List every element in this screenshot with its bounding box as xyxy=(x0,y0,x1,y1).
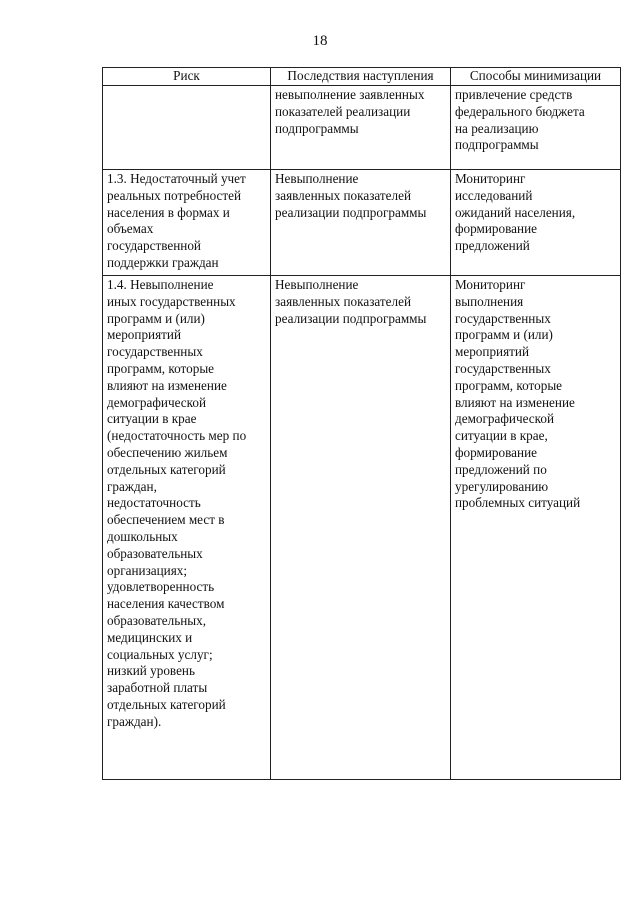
mitigation-text: Мониторинг выполнения государственных программ и (или) мероприятий государственных программ, которые влияют на изменение демографической ситуации в крае, формирование предложений по урегулированию проблемных ситуаций xyxy=(455,277,581,511)
risk-cell xyxy=(103,170,271,276)
mitigation-cell xyxy=(451,86,621,170)
page-number: 18 xyxy=(312,33,328,49)
consequence-cell xyxy=(271,170,451,276)
risk-text: 1.4. Невыполнение иных государственных программ и (или) мероприятий государственных программ, которые влияют на изменение демографической ситуации в крае (недостаточность мер по обеспечению жильем отдельных категорий граждан, недостаточность обеспечением мест в дошкольных образовательных организациях; удовлетворенность населения качеством образовательных, медицинских и социальных услуг; низкий уровень заработной платы отдельных категорий граждан). xyxy=(107,277,247,729)
mitigation-cell xyxy=(451,170,621,276)
header-consequences: Последствия наступления xyxy=(271,68,451,86)
header-risk: Риск xyxy=(103,68,271,86)
risk-cell xyxy=(103,276,271,780)
risk-cell xyxy=(103,86,271,170)
risk-table xyxy=(102,67,621,780)
mitigation-cell xyxy=(451,276,621,780)
mitigation-text: Мониторинг исследований ожиданий населения, формирование предложений xyxy=(455,171,576,254)
consequence-text: невыполнение заявленных показателей реализации подпрограммы xyxy=(275,87,425,136)
table-row xyxy=(103,170,621,276)
table-row xyxy=(103,276,621,780)
consequence-text: Невыполнение заявленных показателей реализации подпрограммы xyxy=(275,277,427,326)
risk-text: 1.3. Недостаточный учет реальных потребностей населения в формах и объемах государственной поддержки граждан xyxy=(107,171,246,270)
mitigation-text: привлечение средств федерального бюджета на реализацию подпрограммы xyxy=(455,87,585,153)
table-header-row xyxy=(103,68,621,86)
consequence-cell xyxy=(271,86,451,170)
consequence-text: Невыполнение заявленных показателей реализации подпрограммы xyxy=(275,171,427,220)
table-row xyxy=(103,86,621,170)
consequence-cell xyxy=(271,276,451,780)
header-mitigation: Способы минимизации xyxy=(451,68,621,86)
